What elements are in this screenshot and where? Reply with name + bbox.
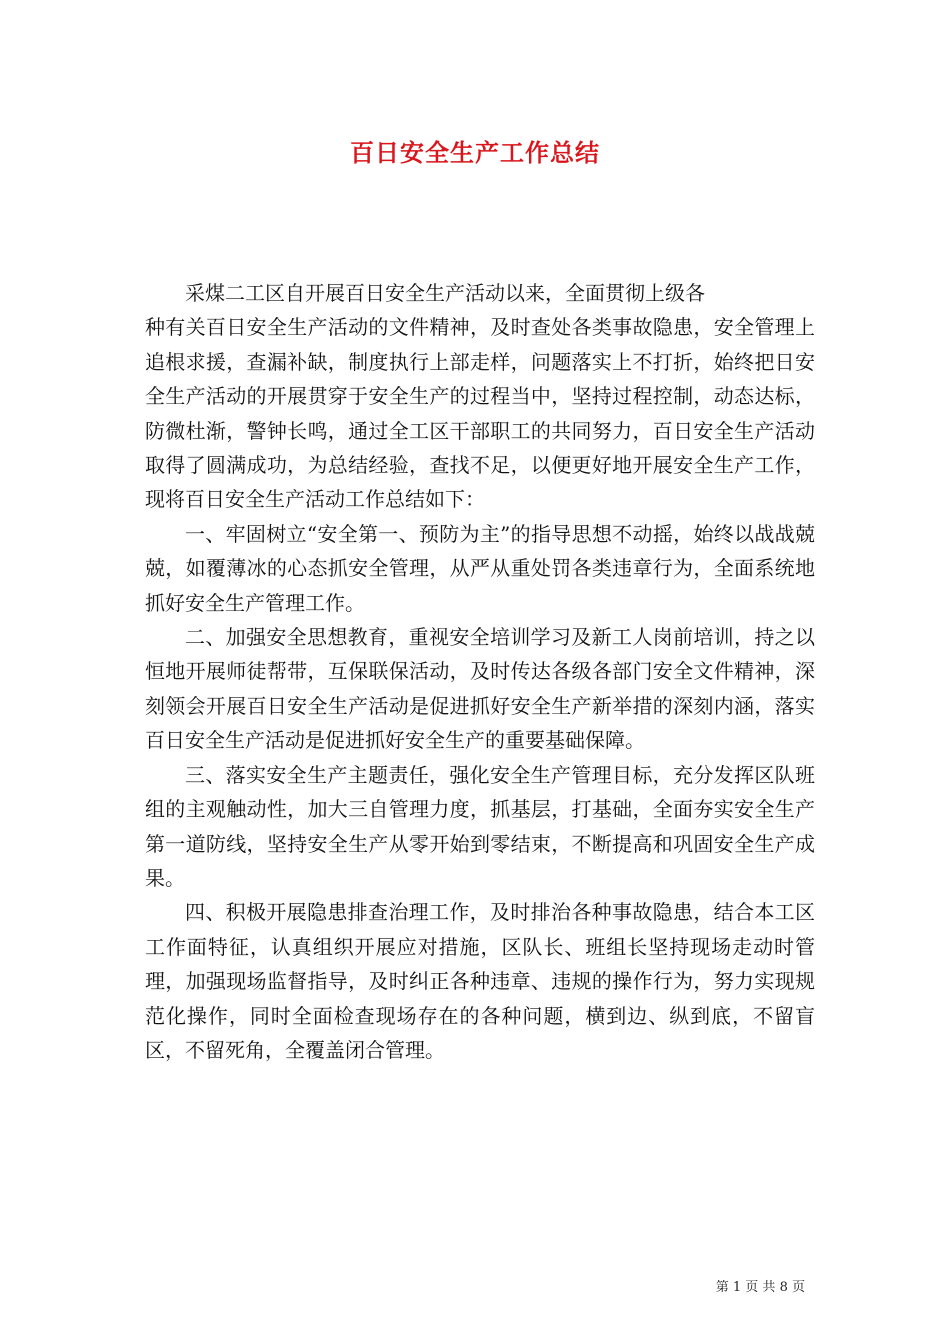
footer-current-page: 1	[732, 1280, 742, 1295]
footer-total-pages: 8	[779, 1280, 788, 1295]
intro-paragraph-lead: 采煤二工区自开展百日安全生产活动以来，全面贯彻上级各	[185, 281, 705, 305]
document-body	[145, 276, 815, 1067]
paragraph-4: 四、积极开展隐患排查治理工作，及时排治各种事故隐患，结合本工区工作面特征，认真组织开展应对措施，区队长、班组长坚持现场走动时管理，加强现场监督指导，及时纠正各种违章、违规的操作行为，努力实现规范化操作，同时全面检查现场存在的各种问题，横到边、纵到底，不留盲区，不留死角，全覆盖闭合管理。	[145, 900, 815, 1062]
paragraph-1: 一、牢固树立“安全第一、预防为主”的指导思想不动摇，始终以战战兢兢，如覆薄冰的心态抓安全管理，从严从重处罚各类违章行为，全面系统地抓好安全生产管理工作。	[145, 521, 815, 615]
intro-paragraph	[145, 276, 815, 517]
footer-middle: 页 共	[745, 1280, 776, 1295]
paragraph-2: 二、加强安全思想教育，重视安全培训学习及新工人岗前培训，持之以恒地开展师徒帮带，互保联保活动，及时传达各级各部门安全文件精神，深刻领会开展百日安全生产活动是促进抓好安全生产新举措的深刻内涵，落实百日安全生产活动是促进抓好安全生产的重要基础保障。	[145, 625, 815, 753]
page-number-footer	[716, 1276, 805, 1295]
footer-suffix: 页	[791, 1280, 805, 1295]
paragraph-3: 三、落实安全生产主题责任，强化安全生产管理目标，充分发挥区队班组的主观触动性，加大三自管理力度，抓基层，打基础，全面夯实安全生产第一道防线，坚持安全生产从零开始到零结束，不断提高和巩固安全生产成果。	[145, 762, 815, 890]
document-title: 百日安全生产工作总结	[350, 138, 600, 167]
intro-paragraph-rest: 种有关百日安全生产活动的文件精神，及时查处各类事故隐患，安全管理上追根求援，查漏补缺，制度执行上部走样，问题落实上不打折，始终把日安全生产活动的开展贯穿于安全生产的过程当中，坚持过程控制，动态达标，防微杜渐，警钟长鸣，通过全工区干部职工的共同努力，百日安全生产活动取得了圆满成功，为总结经验，查找不足，以便更好地开展安全生产工作，现将百日安全生产活动工作总结如下：	[145, 315, 815, 512]
footer-prefix: 第	[715, 1280, 729, 1295]
